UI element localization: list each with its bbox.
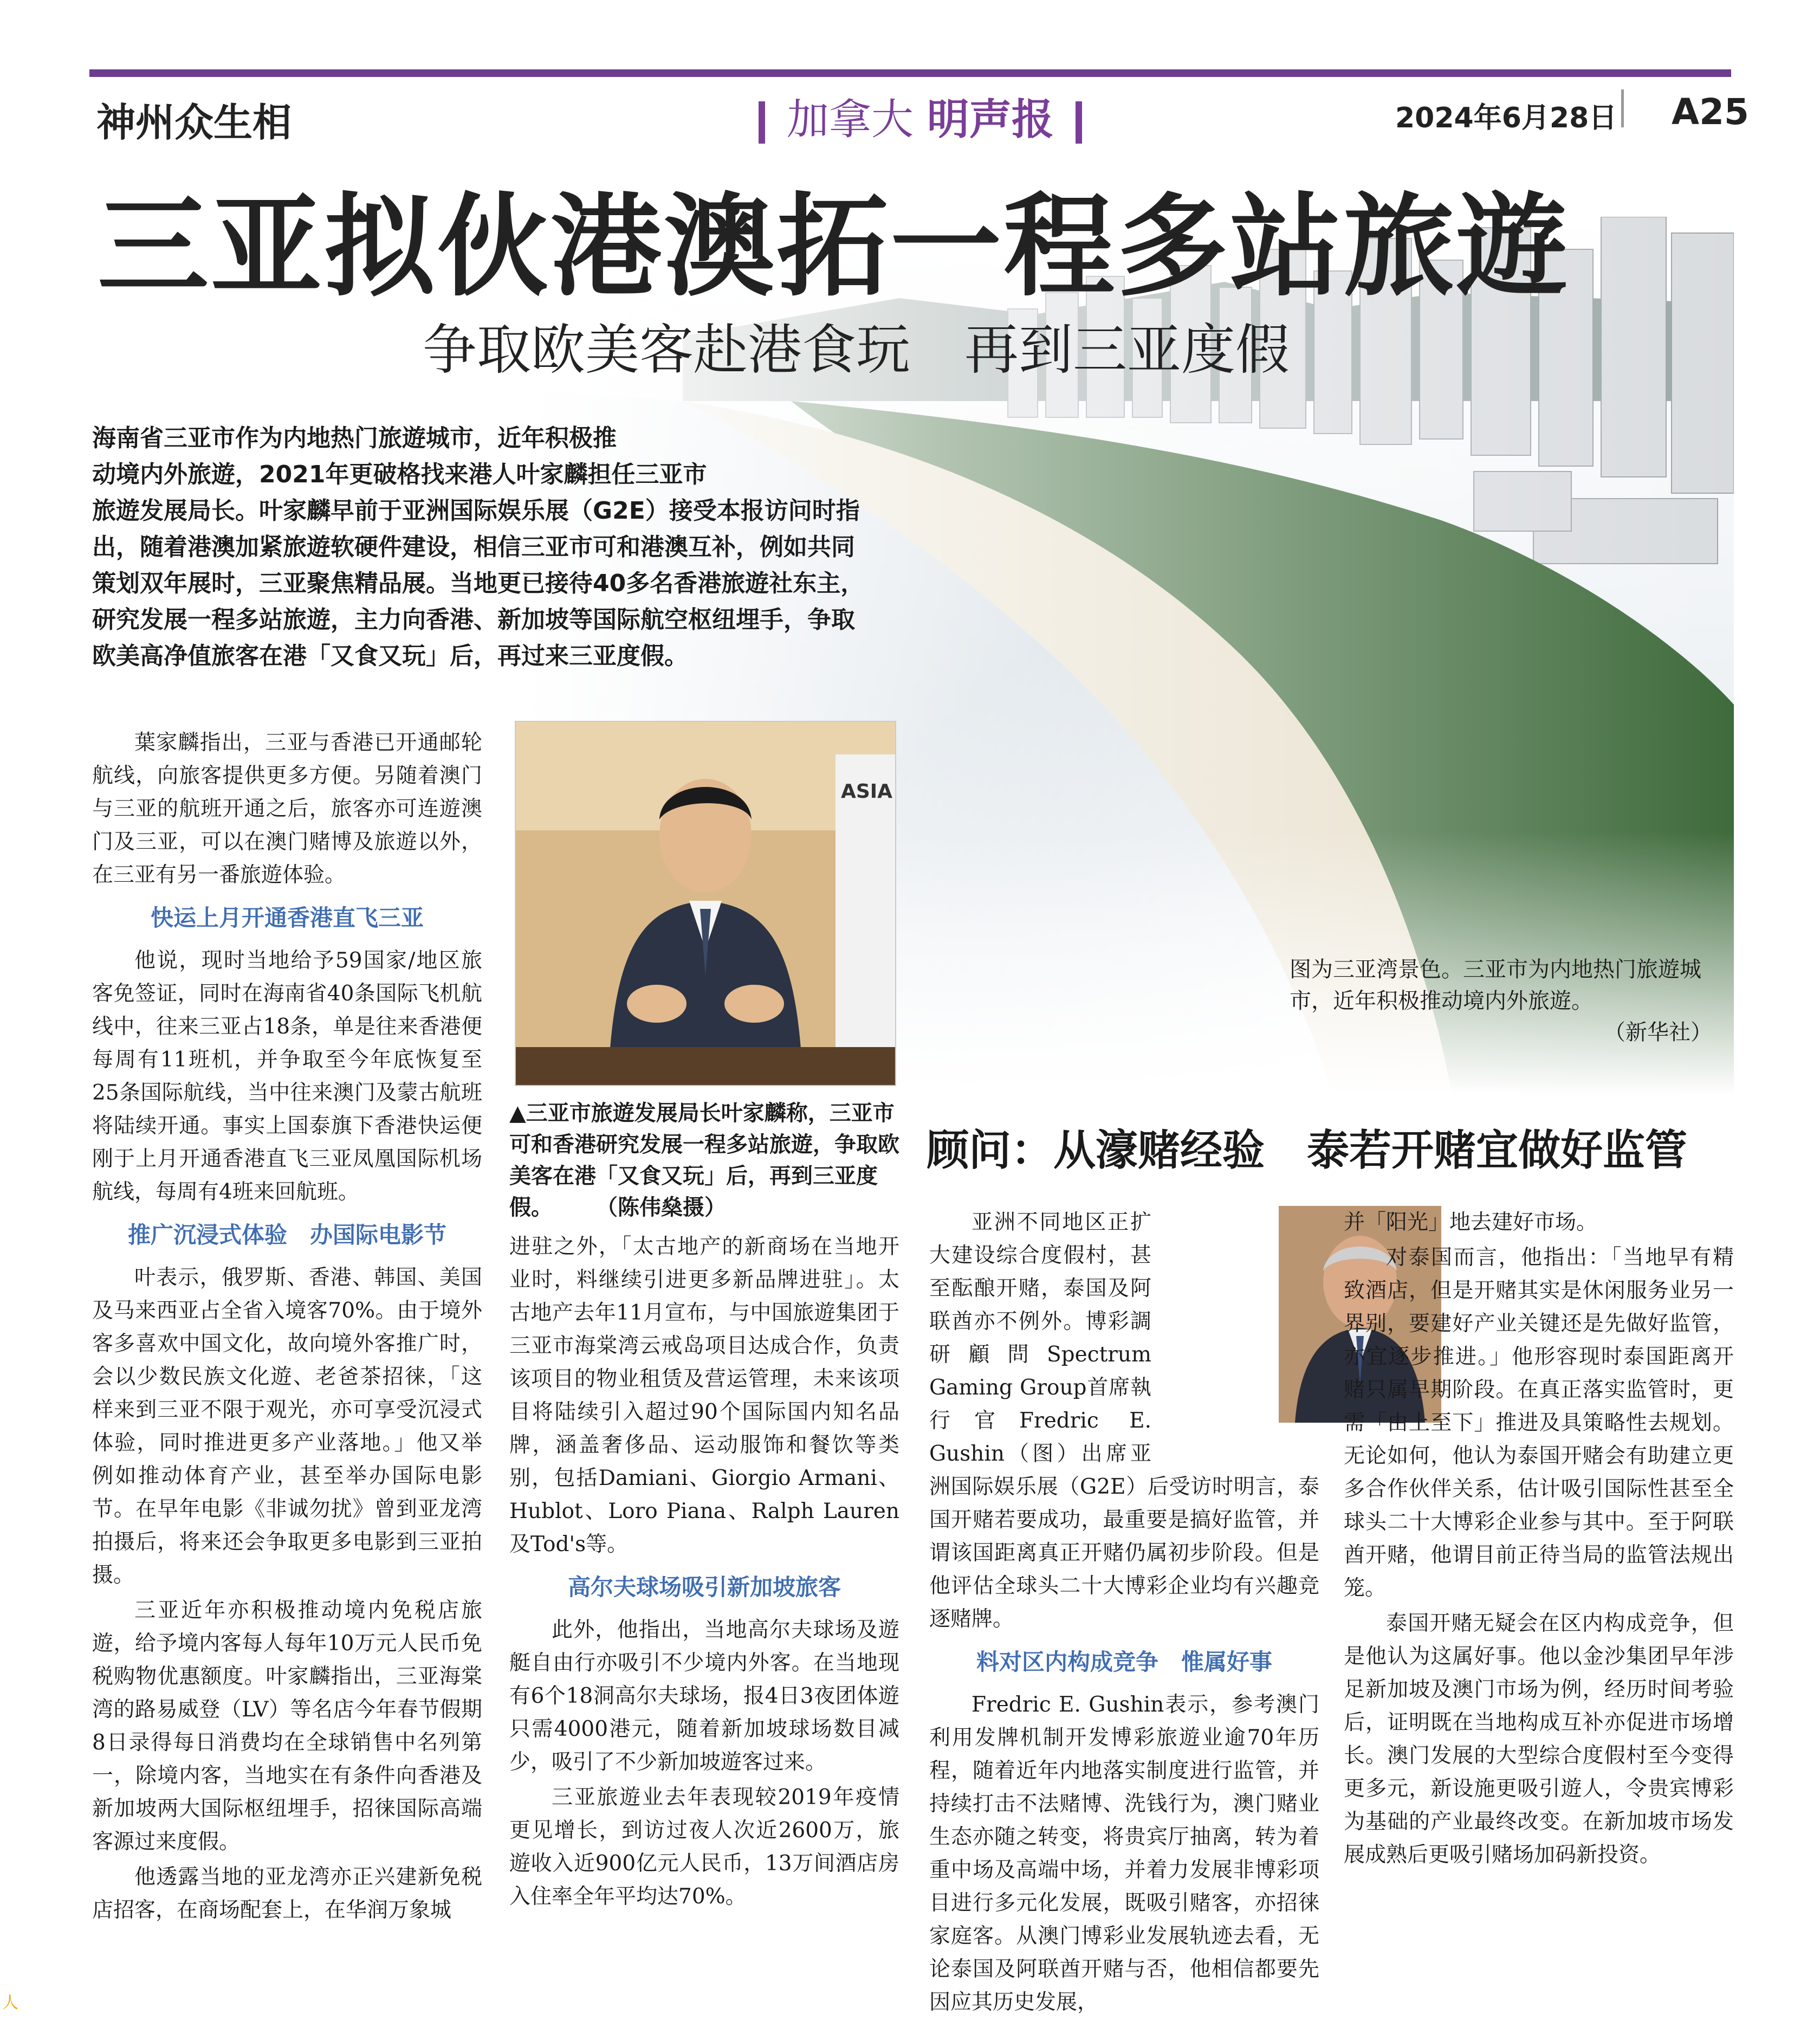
issue-date: 2024年6月28日 xyxy=(1395,102,1617,134)
paragraph: 并「阳光」地去建好市场。 xyxy=(1344,1210,1598,1235)
header-divider xyxy=(1621,89,1624,127)
page-number: A25 xyxy=(1672,91,1749,133)
lede-line: 动境内外旅遊，2021年更破格找来港人叶家麟担任三亚市 xyxy=(92,461,707,488)
paragraph: 三亚旅遊业去年表现较2019年疫情更见增长，到访过夜人次近2600万，旅遊收入近900亿元人民币，13万间酒店房入住率全年平均达70%。 xyxy=(509,1785,899,1909)
corner-mark: 人 xyxy=(2,1993,18,2012)
paragraph: 进驻之外，「太古地产的新商场在当地开业时，料继续引进更多新品牌进驻」。太古地产去年11月宣布，与中国旅遊集团于三亚市海棠湾云戒岛项目达成合作，负责该项目的物业租赁及营运管理，未来该项目将陆续引入超过90个国际国内知名品牌，涵盖奢侈品、运动服饰和餐饮等类别，包括Damiani、Giorgio Armani、Hublot、Loro Piana、Ralph Lauren及Tod's等。 xyxy=(509,1235,899,1557)
portrait-caption: ▲三亚市旅遊发展局长叶家麟称，三亚市可和香港研究发展一程多站旅遊，争取欧美客在港「又食又玩」后，再到三亚度假。 （陈伟燊摄） xyxy=(509,1101,899,1220)
portrait-ye-jialin xyxy=(515,721,896,1086)
article-column-2 xyxy=(509,1230,899,1915)
paragraph: 此外，他指出，当地高尔夫球场及遊艇自由行亦吸引不少境内外客。在当地现有6个18洞高尔夫球场，报4日3夜团体遊只需4000港元，随着新加坡球场数目减少，吸引了不少新加坡遊客过来。 xyxy=(509,1618,899,1774)
paragraph: Fredric E. Gushin表示，参考澳门利用发牌机制开发博彩旅遊业逾70年历程，随着近年内地落实制度进行监管，并持续打击不法赌博、洗钱行为，澳门赌业生态亦随之转变，将贵宾厅抽离，转为着重中场及高端中场，并着力发展非博彩项目进行多元化发展，既吸引赌客，亦招徕家庭客。从澳门博彩业发展轨迹去看，无论泰国及阿联酋开赌与否，他相信都要先因应其历史发展， xyxy=(929,1693,1319,2014)
crosshead: 高尔夫球场吸引新加坡旅客 xyxy=(567,1574,841,1600)
paragraph: 泰国开赌无疑会在区内构成竞争，但是他认为这属好事。他以金沙集团早年涉足新加坡及澳门市场为例，经历时间考验后，证明既在当地构成互补亦促进市场增长。澳门发展的大型综合度假村至今变得更多元，新设施更吸引遊人，令贵宾博彩为基础的产业最终改变。在新加坡市场发展成熟后更吸引赌场加码新投资。 xyxy=(1344,1611,1734,1867)
paragraph: 他透露当地的亚龙湾亦正兴建新免税店招客，在商场配套上，在华润万象城 xyxy=(92,1865,482,1922)
top-rule xyxy=(89,69,1731,77)
paragraph: 三亚近年亦积极推动境内免税店旅遊，给予境内客每人每年10万元人民币免税购物优惠额度。叶家麟指出，三亚海棠湾的路易威登（LV）等名店今年春节假期8日录得每日消费均在全球销售中名列第一，除境内客，当地实在有条件向香港及新加坡两大国际枢纽埋手，招徕国际高端客源过来度假。 xyxy=(92,1598,482,1854)
lede-paragraph xyxy=(92,420,916,674)
article-column-1 xyxy=(92,726,482,1929)
headline: 三亚拟伙港澳拓一程多站旅遊 xyxy=(98,182,1570,312)
photo-caption xyxy=(1290,954,1712,1048)
photo-caption-text: 图为三亚湾景色。三亚市为内地热门旅遊城市，近年积极推动境内外旅遊。 xyxy=(1290,957,1701,1013)
masthead-bar-right xyxy=(1076,101,1082,144)
lede-line: 旅遊发展局长。叶家麟早前于亚洲国际娱乐展（G2E）接受本报访问时指 xyxy=(92,497,860,525)
masthead-region: 加拿大 xyxy=(787,95,914,144)
lede-line: 研究发展一程多站旅遊，主力向香港、新加坡等国际航空枢纽埋手，争取 xyxy=(92,606,855,634)
subheadline: 争取欧美客赴港食玩 再到三亚度假 xyxy=(423,318,1290,382)
section-label: 神州众生相 xyxy=(96,99,292,145)
photo-credit: （新华社） xyxy=(1604,1020,1712,1045)
lede-line: 出，随着港澳加紧旅遊软硬件建设，相信三亚市可和港澳互补，例如共同 xyxy=(92,533,855,561)
crosshead: 快运上月开通香港直飞三亚 xyxy=(150,905,424,931)
article-column-3 xyxy=(929,1206,1319,2021)
lede-line: 欧美高净值旅客在港「又食又玩」后，再过来三亚度假。 xyxy=(92,642,688,670)
paragraph: 对泰国而言，他指出：「当地早有精致酒店，但是开赌其实是休闲服务业另一界别，要建好产业关键还是先做好监管，亦宜逐步推进。」他形容现时泰国距离开赌只属早期阶段。在真正落实监管时，更需「由上至下」推进及具策略性去规划。无论如何，他认为泰国开赌会有助建立更多合作伙伴关系，估计吸引国际性甚至全球头二十大博彩企业参与其中。至于阿联酋开赌，他谓目前正待当局的监管法规出笼。 xyxy=(1344,1245,1734,1600)
paragraph: 葉家麟指出，三亚与香港已开通邮轮航线，向旅客提供更多方便。另随着澳门与三亚的航班开通之后，旅客亦可连遊澳门及三亚，可以在澳门赌博及旅遊以外，在三亚有另一番旅遊体验。 xyxy=(92,731,482,887)
sidebar-headline: 顾问：从濠赌经验 泰若开赌宜做好监管 xyxy=(927,1126,1688,1175)
masthead-bar-left xyxy=(759,101,765,144)
crosshead: 料对区内构成竞争 惟属好事 xyxy=(976,1649,1272,1675)
lede-line: 策划双年展时，三亚聚焦精品展。当地更已接待40多名香港旅遊社东主， xyxy=(92,570,865,597)
crosshead: 推广沉浸式体验 办国际电影节 xyxy=(127,1222,446,1248)
paragraph: 他说，现时当地给予59国家/地区旅客免签证，同时在海南省40条国际飞机航线中，往来三亚占18条，单是往来香港便每周有11班机，并争取至今年底恢复至25条国际航线，当中往来澳门及蒙古航班将陆续开通。事实上国泰旗下香港快运便刚于上月开通香港直飞三亚凤凰国际机场航线，每周有4班来回航班。 xyxy=(92,948,482,1204)
backdrop-sign: ASIA xyxy=(841,780,893,803)
article-column-4 xyxy=(1344,1206,1734,1874)
masthead-title: 明声报 xyxy=(927,95,1054,144)
masthead xyxy=(737,86,1104,146)
paragraph: 叶表示，俄罗斯、香港、韩国、美国及马来西亚占全省入境客70%。由于境外客多喜欢中国文化，故向境外客推广时，会以少数民族文化遊、老爸茶招徕，「这样来到三亚不限于观光，亦可享受沉浸式体验，同时推进更多产业落地。」他又举例如推动体育产业，甚至举办国际电影节。在早年电影《非诚勿扰》曾到亚龙湾拍摄后，将来还会争取更多电影到三亚拍摄。 xyxy=(92,1265,482,1587)
paragraph: 亚洲不同地区正扩大建设综合度假村，甚至酝酿开赌，泰国及阿联酋亦不例外。博彩調研顧問Spectrum Gaming Group首席執行官Fredric E. Gushin（图）出席亚洲国际娱乐展（G2E）后受访时明言，泰国开赌若要成功，最重要是搞好监管，并谓该国距离真正开赌仍属初步阶段。但是他评估全球头二十大博彩企业均有兴趣竞逐赌牌。 xyxy=(929,1210,1319,1631)
lede-line: 海南省三亚市作为内地热门旅遊城市，近年积极推 xyxy=(92,424,617,452)
